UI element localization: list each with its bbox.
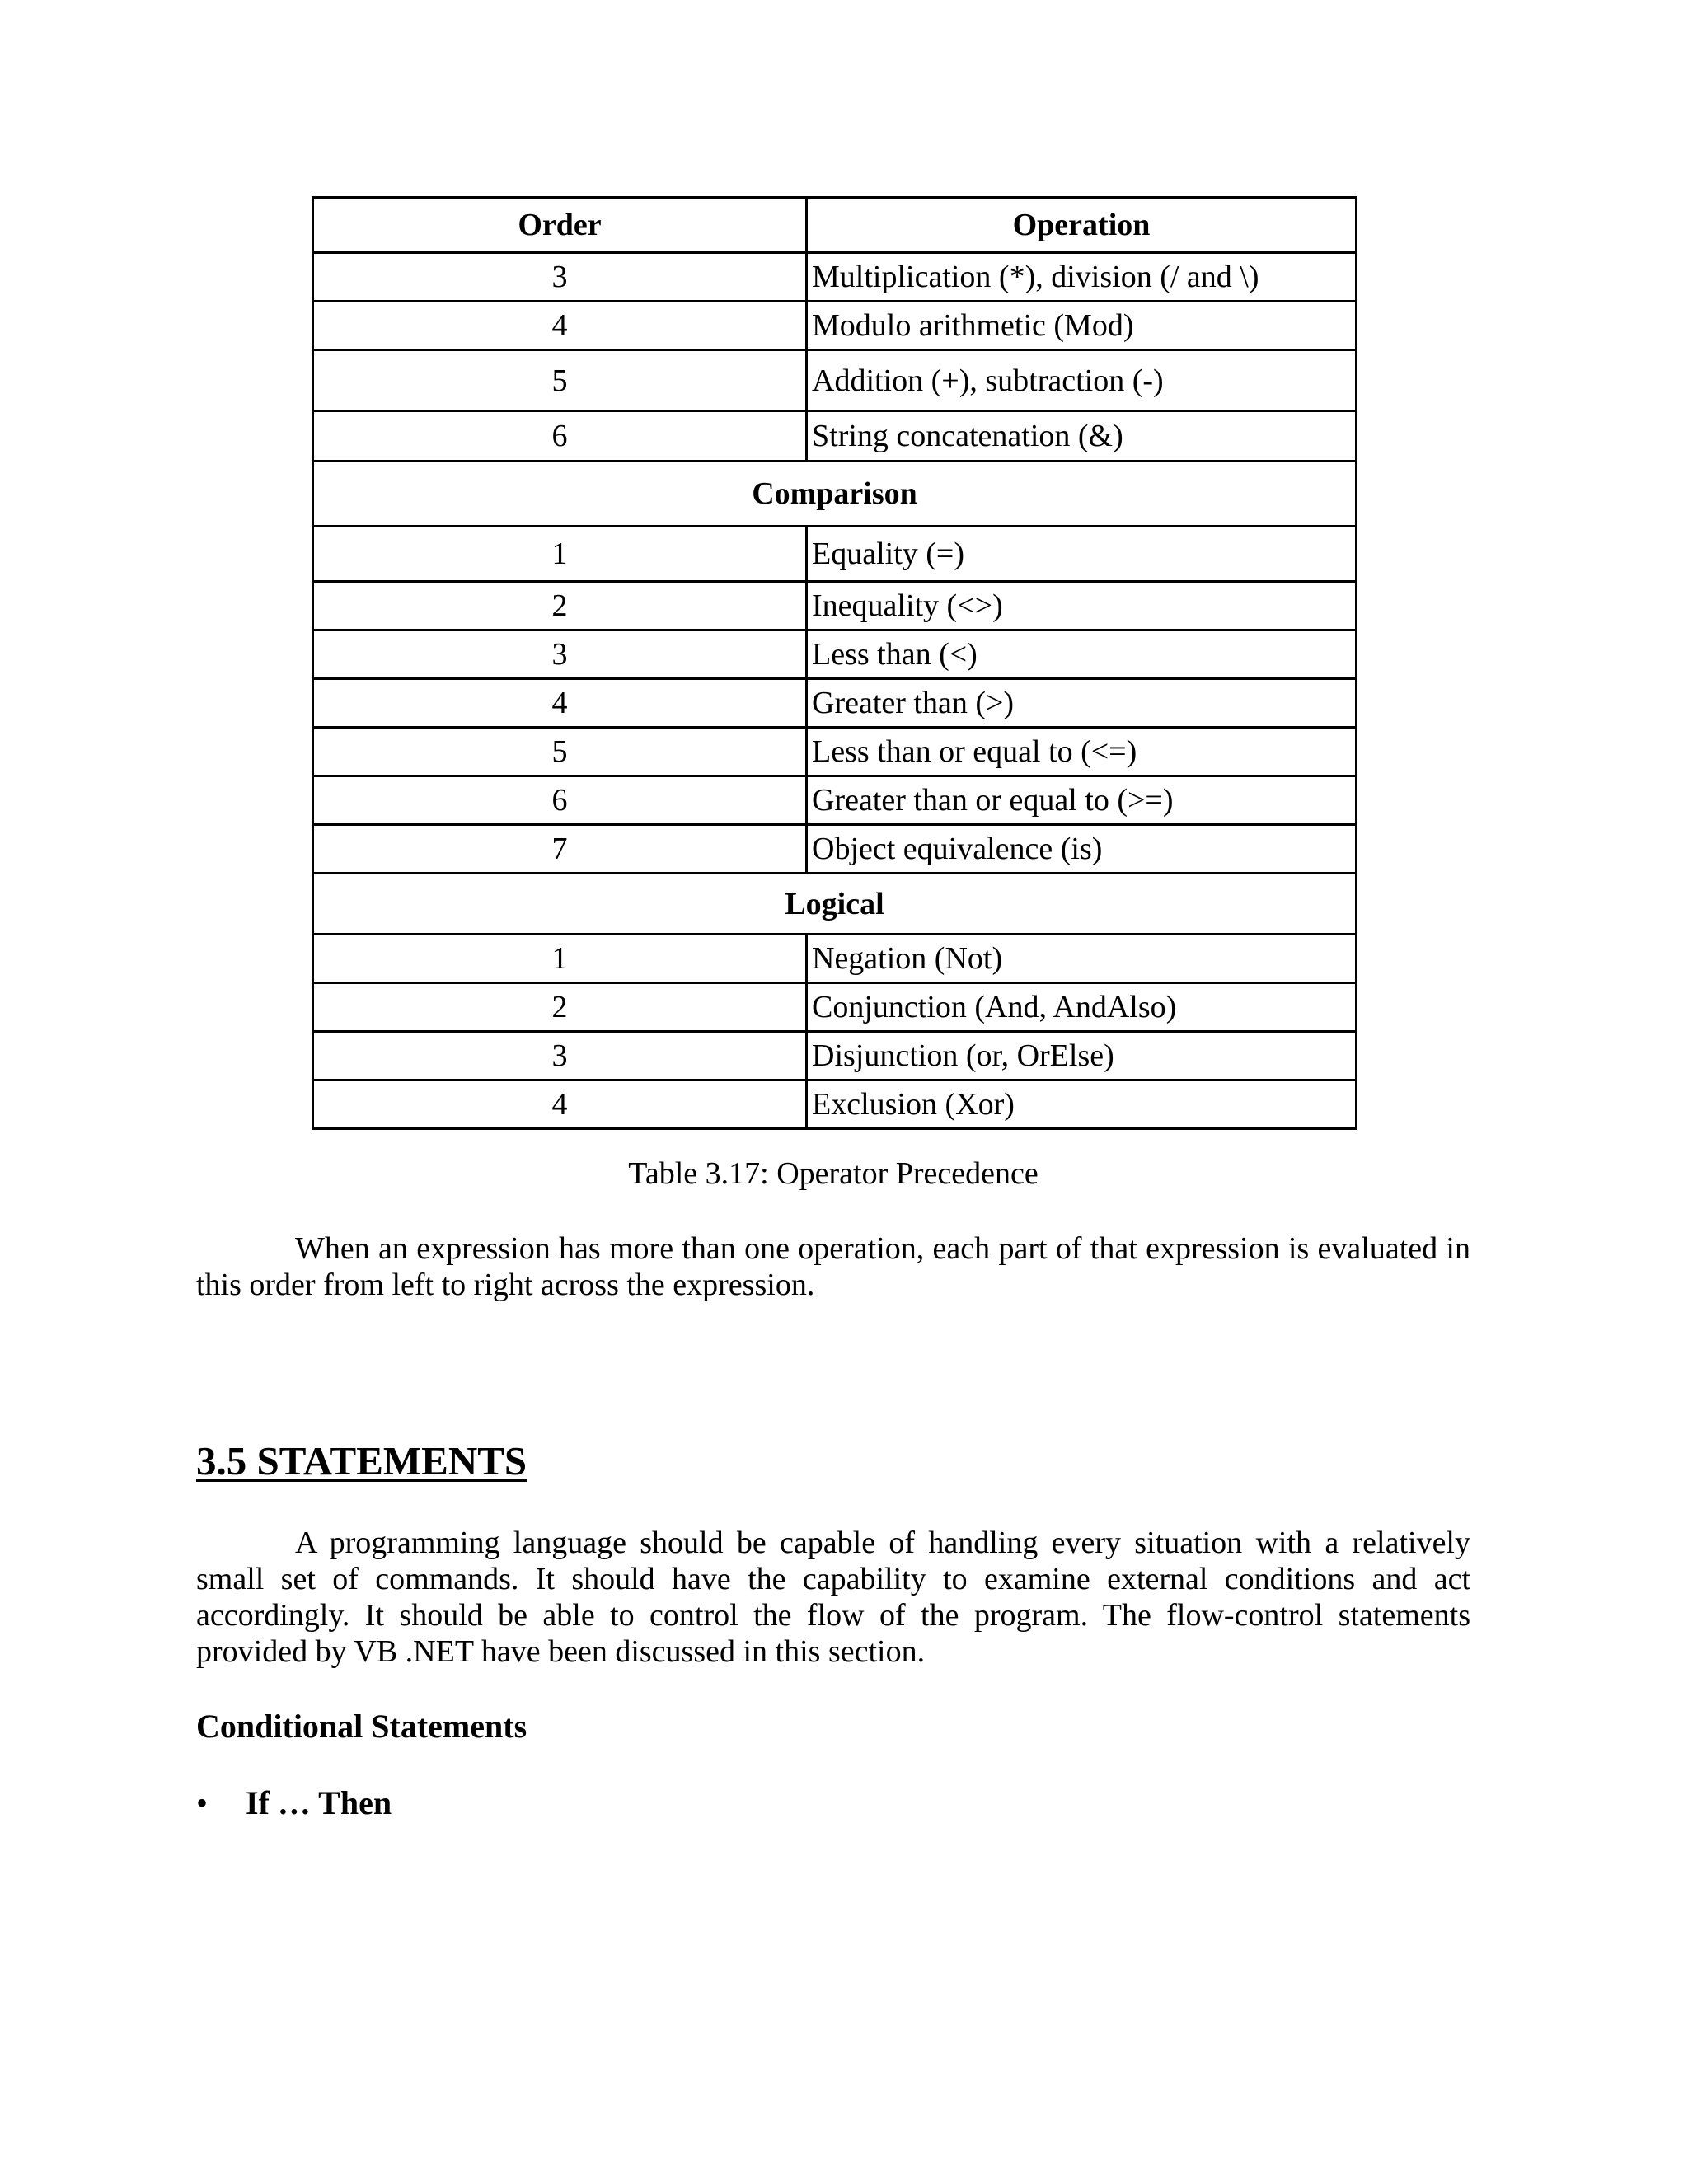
bullet-item-label: If … Then — [246, 1784, 392, 1821]
header-operation: Operation — [807, 198, 1357, 253]
bullet-list-item — [196, 1784, 392, 1821]
logical-group-row — [313, 874, 1357, 935]
row-order: 2 — [313, 582, 807, 630]
comparison-group-row — [313, 462, 1357, 527]
row-order: 6 — [313, 411, 807, 462]
table-row — [313, 302, 1357, 350]
logical-group-title: Logical — [313, 874, 1357, 935]
row-order: 1 — [313, 935, 807, 983]
row-order: 4 — [313, 679, 807, 728]
table-row — [313, 350, 1357, 411]
operator-precedence-table — [312, 196, 1357, 1130]
conditional-statements-heading: Conditional Statements — [196, 1708, 528, 1745]
row-order: 3 — [313, 1032, 807, 1080]
evaluation-order-paragraph: When an expression has more than one operation, each part of that expression is evaluated in this order from left to right across the expression. — [196, 1231, 1470, 1302]
row-operation: String concatenation (&) — [807, 411, 1357, 462]
table-row — [313, 679, 1357, 728]
table-row — [313, 253, 1357, 302]
row-order: 7 — [313, 825, 807, 874]
row-order: 6 — [313, 776, 807, 825]
row-order: 1 — [313, 527, 807, 582]
row-order: 4 — [313, 1080, 807, 1129]
comparison-group-title: Comparison — [313, 462, 1357, 527]
table-row — [313, 630, 1357, 679]
row-operation: Less than or equal to (<=) — [807, 728, 1357, 776]
row-order: 4 — [313, 302, 807, 350]
table-row — [313, 1080, 1357, 1129]
row-operation: Greater than (>) — [807, 679, 1357, 728]
row-operation: Greater than or equal to (>=) — [807, 776, 1357, 825]
row-operation: Object equivalence (is) — [807, 825, 1357, 874]
table-row — [313, 527, 1357, 582]
header-order: Order — [313, 198, 807, 253]
table-row — [313, 411, 1357, 462]
row-operation: Conjunction (And, AndAlso) — [807, 983, 1357, 1032]
table-row — [313, 582, 1357, 630]
table-row — [313, 728, 1357, 776]
table-row — [313, 935, 1357, 983]
row-operation: Negation (Not) — [807, 935, 1357, 983]
row-operation: Disjunction (or, OrElse) — [807, 1032, 1357, 1080]
row-operation: Less than (<) — [807, 630, 1357, 679]
row-order: 3 — [313, 630, 807, 679]
row-order: 5 — [313, 728, 807, 776]
row-order: 5 — [313, 350, 807, 411]
row-operation: Exclusion (Xor) — [807, 1080, 1357, 1129]
row-operation: Equality (=) — [807, 527, 1357, 582]
row-order: 2 — [313, 983, 807, 1032]
table-caption: Table 3.17: Operator Precedence — [628, 1156, 1039, 1191]
table-row — [313, 1032, 1357, 1080]
table-header-row — [313, 198, 1357, 253]
row-operation: Inequality (<>) — [807, 582, 1357, 630]
table-row — [313, 825, 1357, 874]
row-operation: Multiplication (*), division (/ and \) — [807, 253, 1357, 302]
row-order: 3 — [313, 253, 807, 302]
section-heading: 3.5 STATEMENTS — [196, 1438, 528, 1483]
row-operation: Addition (+), subtraction (-) — [807, 350, 1357, 411]
bullet-icon: • — [196, 1784, 209, 1821]
statements-paragraph: A programming language should be capable of handling every situation with a relatively small set of commands. It should have the capability to examine external conditions and act accordingly. It should be able to control the flow of the program. The flow-control statements provided by VB .NET have been discussed in this section. — [196, 1526, 1470, 1669]
table-row — [313, 983, 1357, 1032]
table-row — [313, 776, 1357, 825]
row-operation: Modulo arithmetic (Mod) — [807, 302, 1357, 350]
